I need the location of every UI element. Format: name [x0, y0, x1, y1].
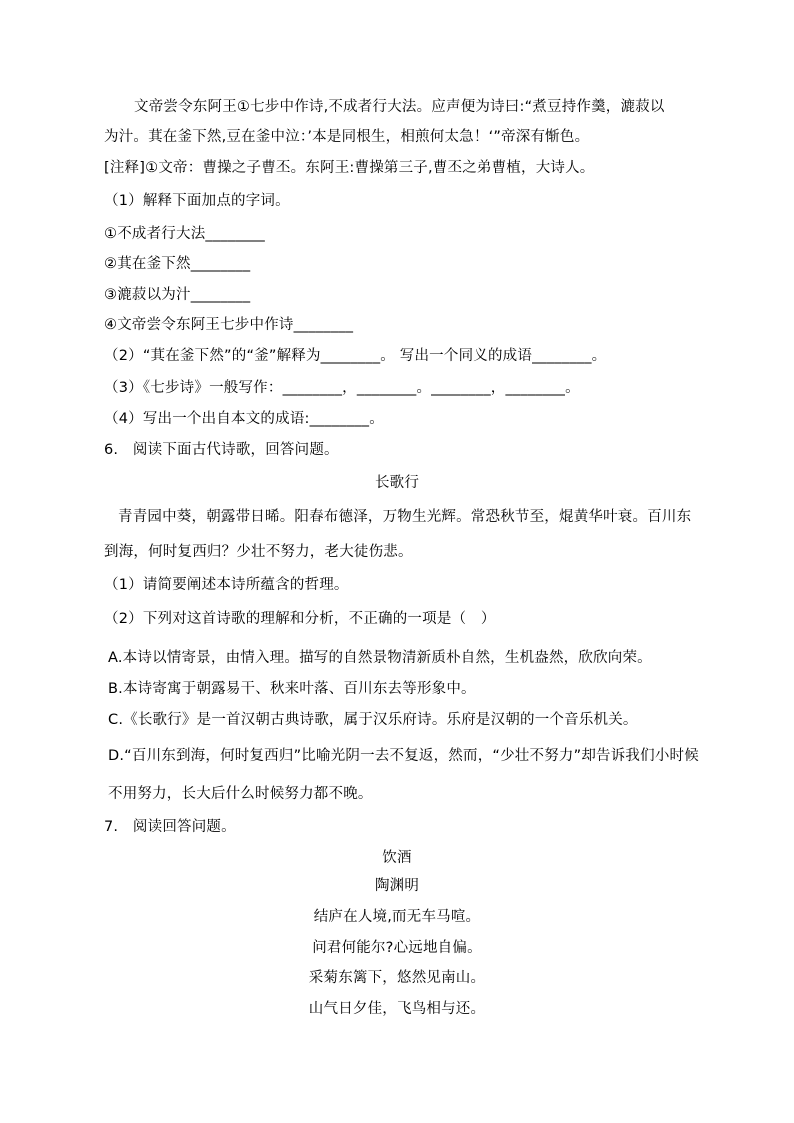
option-b: B.本诗寄寓于朝露易干、秋来叶落、百川东去等形象中。 — [108, 681, 476, 697]
poem-title-yinjiu: 饮酒 — [382, 850, 412, 866]
question-5-1: （1）解释下面加点的字词。 — [104, 193, 290, 209]
poem-6-line-1: 青青园中葵，朝露带日晞。阳春布德泽，万物生光辉。常恐秋节至，焜黄华叶衰。百川东 — [118, 509, 692, 525]
question-5-1-a: ①不成者行大法________ — [104, 226, 265, 242]
question-6-heading: 6. 阅读下面古代诗歌，回答问题。 — [104, 442, 339, 458]
option-a: A.本诗以情寄景，由情入理。描写的自然景物清新质朴自然，生机盎然，欣欣向荣。 — [108, 650, 652, 666]
option-d-line-2: 不用努力，长大后什么时候努力都不晚。 — [108, 786, 373, 802]
option-d-line-1: D.“百川东到海，何时复西归”比喻光阴一去不复返，然而，“少壮不努力”却告诉我们小时候 — [108, 748, 699, 764]
passage-line-2: 为汁。萁在釜下然,豆在釜中泣：’本是同根生，相煎何太急！‘”帝深有惭色。 — [104, 129, 590, 145]
poem-6-line-2: 到海，何时复西归？少壮不努力，老大徒伤悲。 — [104, 544, 413, 560]
question-5-4: （4）写出一个出自本文的成语:________。 — [104, 411, 384, 427]
question-6-2: （2）下列对这首诗歌的理解和分析，不正确的一项是（ ） — [104, 611, 496, 627]
question-5-2: （2）“萁在釜下然”的“釜”解释为________。 写出一个同义的成语________。 — [104, 348, 607, 364]
option-c: C.《长歌行》是一首汉朝古典诗歌，属于汉乐府诗。乐府是汉朝的一个音乐机关。 — [108, 712, 638, 728]
poem-author: 陶渊明 — [374, 878, 420, 894]
question-6-1: （1）请简要阐述本诗所蕴含的哲理。 — [104, 577, 349, 593]
question-5-1-d: ④文帝尝令东阿王七步中作诗________ — [104, 317, 354, 333]
poem-7-line-4: 山气日夕佳，飞鸟相与还。 — [308, 1001, 486, 1017]
question-5-1-c: ③漉菽以为汁________ — [104, 287, 251, 303]
passage-line-1: 文帝尝令东阿王①七步中作诗,不成者行大法。应声便为诗曰:“煮豆持作羹，漉菽以 — [134, 99, 665, 115]
passage-note: [注释]①文帝：曹操之子曹丕。东阿王:曹操第三子,曹丕之弟曹植，大诗人。 — [104, 160, 595, 176]
question-5-1-b: ②萁在釜下然________ — [104, 256, 251, 272]
question-5-3: （3）《七步诗》一般写作：________，________。________，________。 — [104, 380, 580, 396]
poem-7-line-1: 结庐在人境,而无车马喧。 — [313, 909, 481, 925]
poem-7-line-3: 采菊东篱下，悠然见南山。 — [308, 970, 486, 986]
poem-title-changgexing: 长歌行 — [374, 475, 420, 491]
question-7-heading: 7. 阅读回答问题。 — [104, 819, 236, 835]
poem-7-line-2: 问君何能尔?心远地自偏。 — [312, 940, 482, 956]
